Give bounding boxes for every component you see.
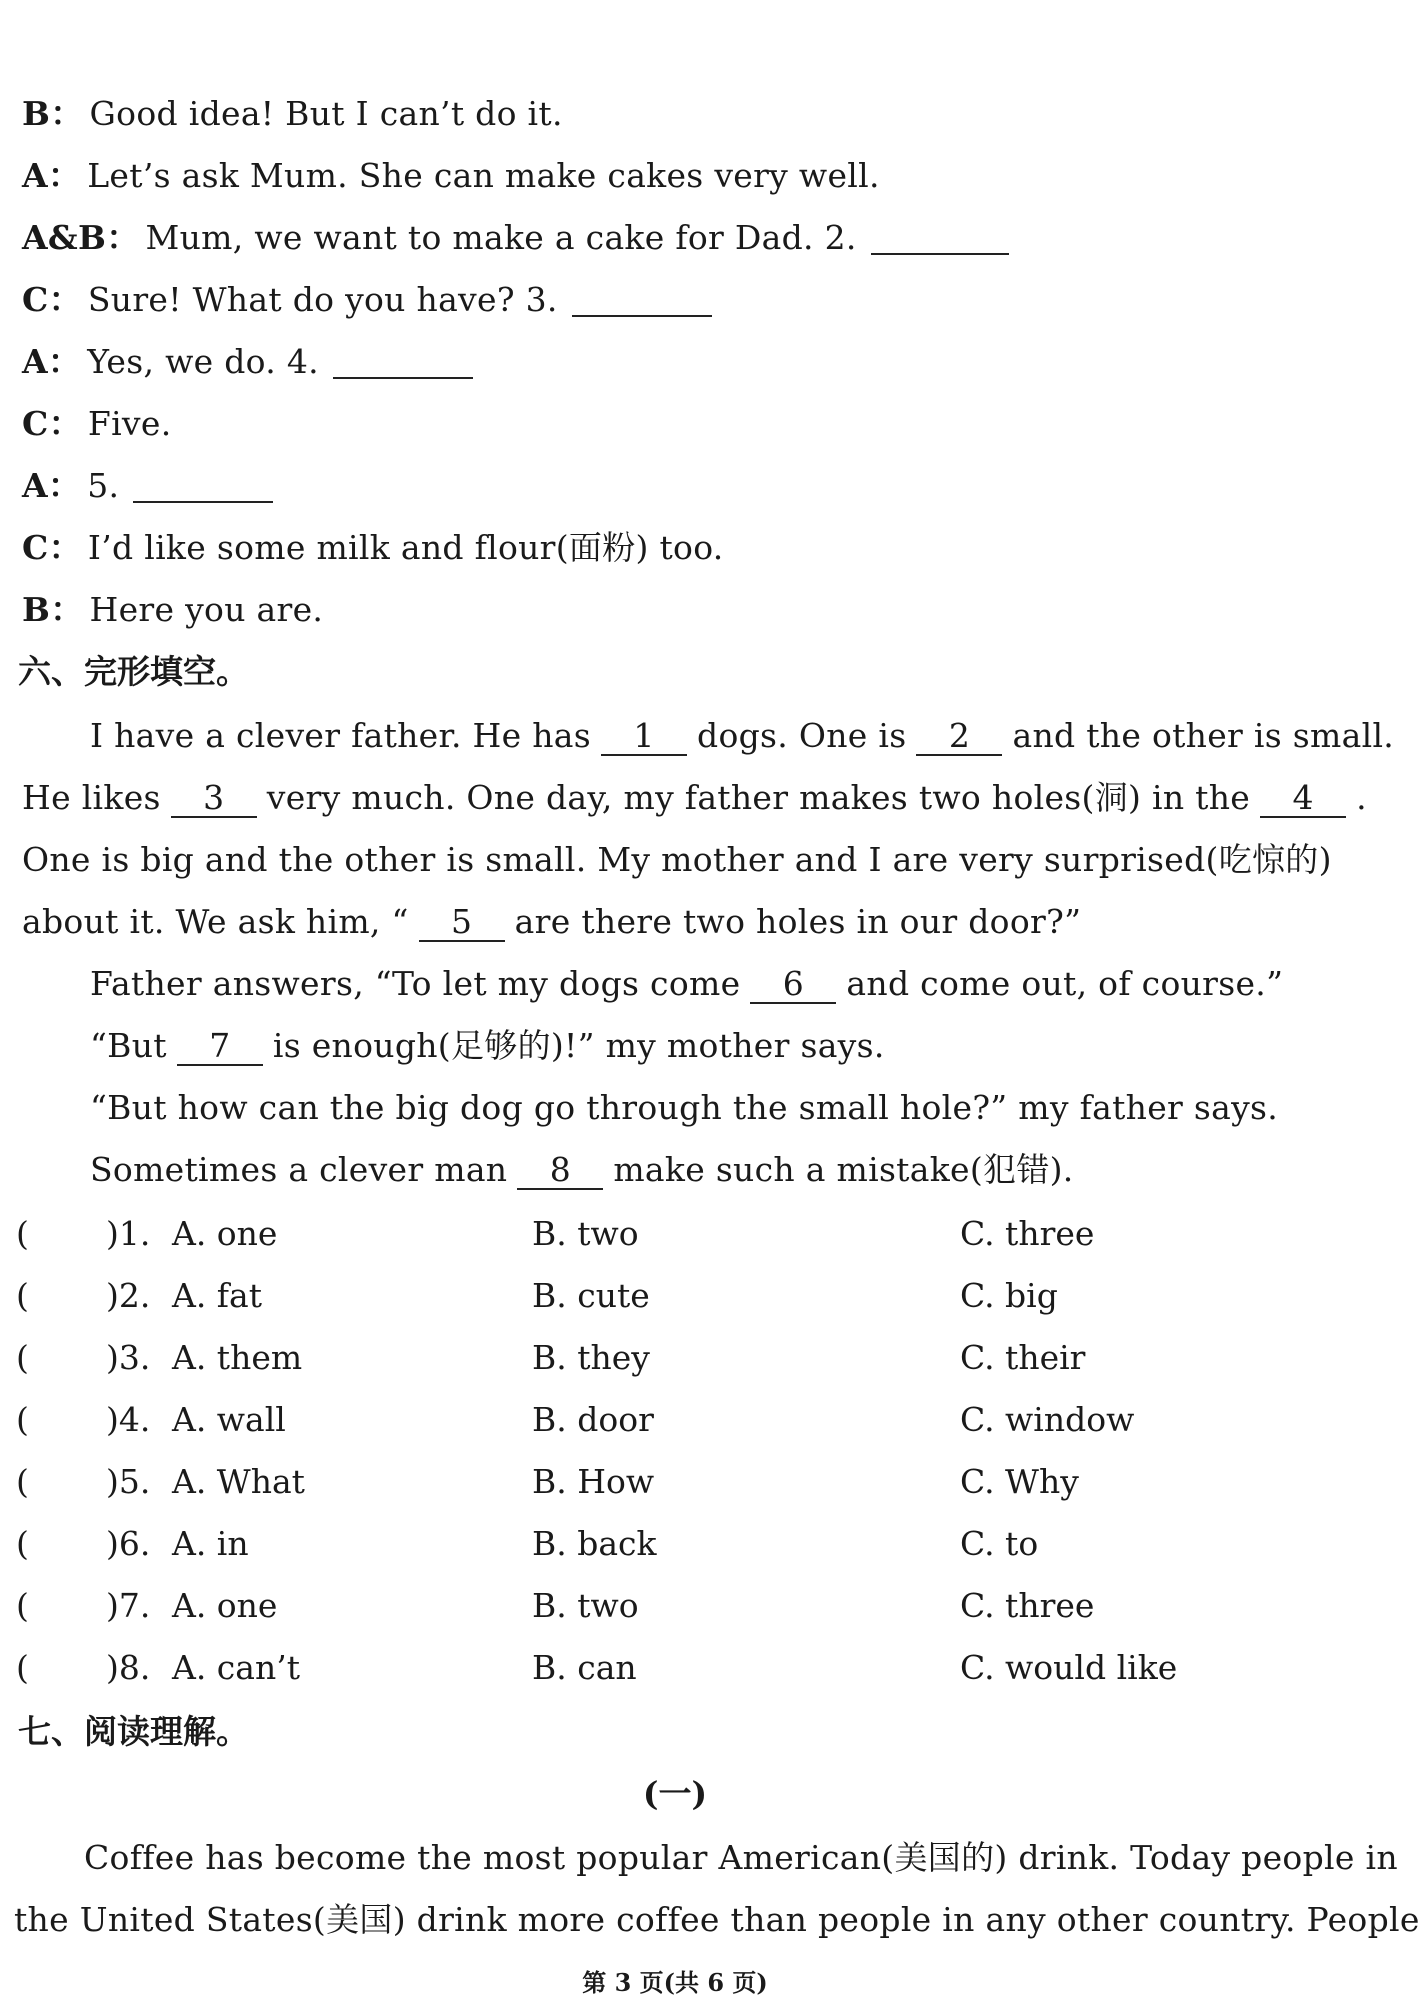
option-row [16, 1274, 1310, 1318]
option-a[interactable]: A. wall [172, 1400, 286, 1439]
dialogue-text: Good idea! But I can’t do it. [89, 94, 563, 133]
dialogue-line [22, 526, 724, 570]
option-a[interactable]: A. them [172, 1338, 303, 1377]
dialogue-line [22, 154, 880, 198]
page-footer: 第 3 页(共 6 页) [582, 1968, 768, 1997]
reading-line [84, 1836, 1398, 1880]
option-c[interactable]: C. big [960, 1276, 1058, 1315]
question-number: )3. [106, 1338, 151, 1377]
option-c[interactable]: C. three [960, 1586, 1095, 1625]
option-c[interactable]: C. window [960, 1400, 1135, 1439]
answer-paren[interactable]: ( [16, 1276, 29, 1315]
cloze-blank[interactable]: 4 [1260, 780, 1346, 818]
question-number: )5. [106, 1462, 151, 1501]
option-a[interactable]: A. fat [172, 1276, 262, 1315]
option-b[interactable]: B. door [532, 1400, 654, 1439]
question-number: )7. [106, 1586, 151, 1625]
answer-blank-4[interactable] [333, 347, 473, 379]
dialogue-line [22, 340, 473, 384]
cloze-text: I have a clever father. He has [90, 716, 592, 755]
cloze-line [90, 962, 1283, 1006]
cloze-blank[interactable]: 7 [177, 1028, 263, 1066]
cloze-line [22, 900, 1081, 944]
option-b[interactable]: B. they [532, 1338, 650, 1377]
option-a[interactable]: A. one [172, 1214, 278, 1253]
cloze-blank[interactable]: 5 [419, 904, 505, 942]
cloze-text: very much. One day, my father makes two holes(洞) in the [266, 778, 1251, 817]
option-b[interactable]: B. two [532, 1586, 639, 1625]
cloze-text: “But how can the big dog go through the small hole?” my father says. [90, 1088, 1279, 1127]
speaker: B： [22, 94, 84, 133]
option-a[interactable]: A. in [172, 1524, 249, 1563]
option-b[interactable]: B. How [532, 1462, 655, 1501]
option-row [16, 1646, 1310, 1690]
dialogue-text: Here you are. [89, 590, 324, 629]
answer-paren[interactable]: ( [16, 1524, 29, 1563]
dialogue-text: I’d like some milk and flour(面粉) too. [87, 528, 724, 567]
option-c[interactable]: C. Why [960, 1462, 1079, 1501]
dialogue-line [22, 588, 323, 632]
question-number: )1. [106, 1214, 151, 1253]
answer-paren[interactable]: ( [16, 1214, 29, 1253]
section-title: 七、阅读理解。 [18, 1712, 249, 1751]
dialogue-line [22, 464, 273, 508]
option-c[interactable]: C. three [960, 1214, 1095, 1253]
cloze-text: make such a mistake(犯错). [613, 1150, 1074, 1189]
dialogue-line [22, 278, 712, 322]
cloze-text: is enough(足够的)!” my mother says. [272, 1026, 885, 1065]
reading-text: the United States(美国) drink more coffee than people in any other country. People [14, 1900, 1420, 1939]
answer-paren[interactable]: ( [16, 1338, 29, 1377]
option-a[interactable]: A. one [172, 1586, 278, 1625]
speaker: C： [22, 528, 82, 567]
cloze-text: dogs. One is [697, 716, 907, 755]
cloze-blank[interactable]: 8 [517, 1152, 603, 1190]
dialogue-line [22, 402, 172, 446]
cloze-text: Father answers, “To let my dogs come [90, 964, 741, 1003]
option-c[interactable]: C. would like [960, 1648, 1178, 1687]
speaker: A&B： [22, 218, 140, 257]
cloze-line [90, 1024, 885, 1068]
question-number: )6. [106, 1524, 151, 1563]
answer-paren[interactable]: ( [16, 1400, 29, 1439]
cloze-text: Sometimes a clever man [90, 1150, 508, 1189]
speaker: A： [22, 466, 82, 505]
cloze-line [22, 838, 1332, 882]
cloze-text: and the other is small. [1012, 716, 1395, 755]
cloze-blank[interactable]: 6 [750, 966, 836, 1004]
option-b[interactable]: B. two [532, 1214, 639, 1253]
dialogue-text: Sure! What do you have? 3. [87, 280, 558, 319]
cloze-blank[interactable]: 2 [916, 718, 1002, 756]
dialogue-text: Mum, we want to make a cake for Dad. 2. [145, 218, 857, 257]
speaker: A： [22, 342, 82, 381]
speaker: B： [22, 590, 84, 629]
answer-blank-5[interactable] [133, 471, 273, 503]
answer-blank-2[interactable] [871, 223, 1009, 255]
option-a[interactable]: A. can’t [172, 1648, 300, 1687]
option-b[interactable]: B. back [532, 1524, 657, 1563]
option-row [16, 1212, 1310, 1256]
option-row [16, 1336, 1310, 1380]
speaker: C： [22, 280, 82, 319]
option-row [16, 1460, 1310, 1504]
dialogue-line [22, 92, 563, 136]
option-a[interactable]: A. What [172, 1462, 305, 1501]
option-row [16, 1398, 1310, 1442]
dialogue-text: Let’s ask Mum. She can make cakes very well. [87, 156, 880, 195]
cloze-text: “But [90, 1026, 167, 1065]
cloze-line [90, 1086, 1278, 1130]
cloze-line [90, 1148, 1074, 1192]
cloze-line [90, 714, 1394, 758]
section-title: 六、完形填空。 [18, 652, 249, 691]
answer-paren[interactable]: ( [16, 1586, 29, 1625]
dialogue-text: 5. [87, 466, 120, 505]
speaker: A： [22, 156, 82, 195]
option-row [16, 1584, 1310, 1628]
option-b[interactable]: B. can [532, 1648, 637, 1687]
dialogue-text: Five. [87, 404, 172, 443]
answer-blank-3[interactable] [572, 285, 712, 317]
cloze-text: about it. We ask him, “ [22, 902, 409, 941]
option-b[interactable]: B. cute [532, 1276, 650, 1315]
question-number: )4. [106, 1400, 151, 1439]
cloze-text: . [1356, 778, 1367, 817]
answer-paren[interactable]: ( [16, 1648, 29, 1687]
cloze-line [22, 776, 1367, 820]
dialogue-line [22, 216, 1009, 260]
cloze-blank[interactable]: 3 [171, 780, 257, 818]
cloze-text: He likes [22, 778, 161, 817]
dialogue-text: Yes, we do. 4. [87, 342, 319, 381]
cloze-text: and come out, of course.” [846, 964, 1284, 1003]
reading-line [14, 1898, 1420, 1942]
option-row [16, 1522, 1310, 1566]
question-number: )2. [106, 1276, 151, 1315]
speaker: C： [22, 404, 82, 443]
cloze-text: One is big and the other is small. My mother and I are very surprised(吃惊的) [22, 840, 1332, 879]
reading-text: Coffee has become the most popular American(美国的) drink. Today people in [84, 1838, 1398, 1877]
cloze-text: are there two holes in our door?” [514, 902, 1082, 941]
option-c[interactable]: C. to [960, 1524, 1039, 1563]
option-c[interactable]: C. their [960, 1338, 1086, 1377]
answer-paren[interactable]: ( [16, 1462, 29, 1501]
passage-title: (一) [642, 1774, 708, 1813]
cloze-blank[interactable]: 1 [601, 718, 687, 756]
question-number: )8. [106, 1648, 151, 1687]
